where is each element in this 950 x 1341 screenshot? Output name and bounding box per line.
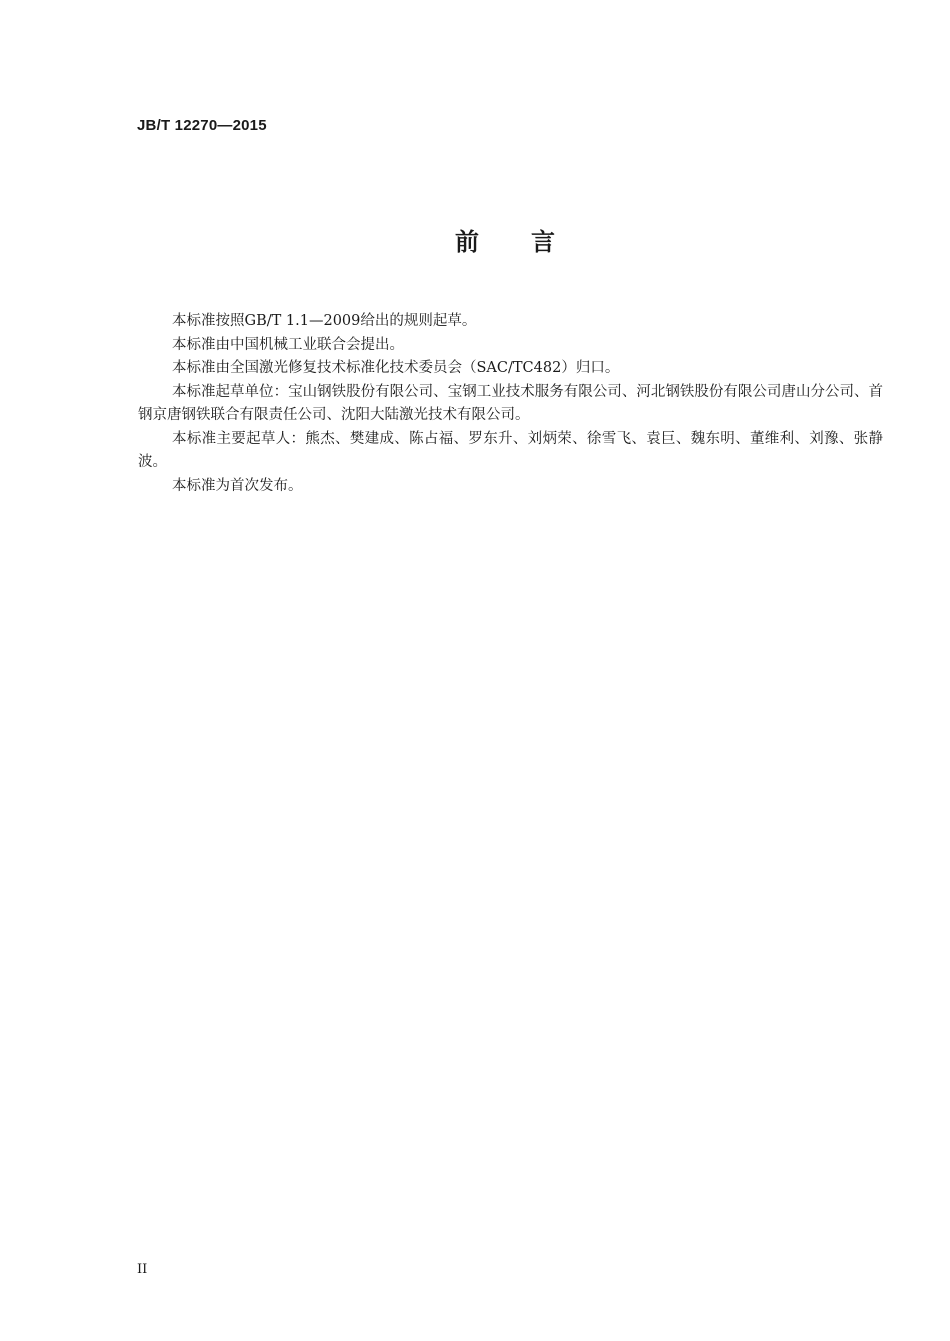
paragraph-centralized-by: 本标准由全国激光修复技术标准化技术委员会（SAC/TC482）归口。 <box>172 360 620 376</box>
paragraph-drafters: 本标准主要起草人：熊杰、樊建成、陈占福、罗东升、刘炳荣、徐雪飞、袁巨、魏东明、董维利、刘豫、张静波。 <box>138 430 883 470</box>
paragraph-drafting-rules: 本标准按照GB/T 1.1—2009给出的规则起草。 <box>172 313 477 329</box>
standard-number: JB/T 12270—2015 <box>137 117 267 134</box>
page-title <box>0 222 950 257</box>
paragraph-drafting-units: 本标准起草单位：宝山钢铁股份有限公司、宝钢工业技术服务有限公司、河北钢铁股份有限公司唐山分公司、首钢京唐钢铁联合有限责任公司、沈阳大陆激光技术有限公司。 <box>138 383 883 423</box>
page-number: II <box>137 1262 148 1277</box>
foreword-body <box>138 310 883 498</box>
title-char-1: 前 <box>455 228 479 256</box>
title-char-2: 言 <box>531 228 555 256</box>
paragraph-proposed-by: 本标准由中国机械工业联合会提出。 <box>172 336 404 353</box>
paragraph-first-release: 本标准为首次发布。 <box>172 477 303 494</box>
